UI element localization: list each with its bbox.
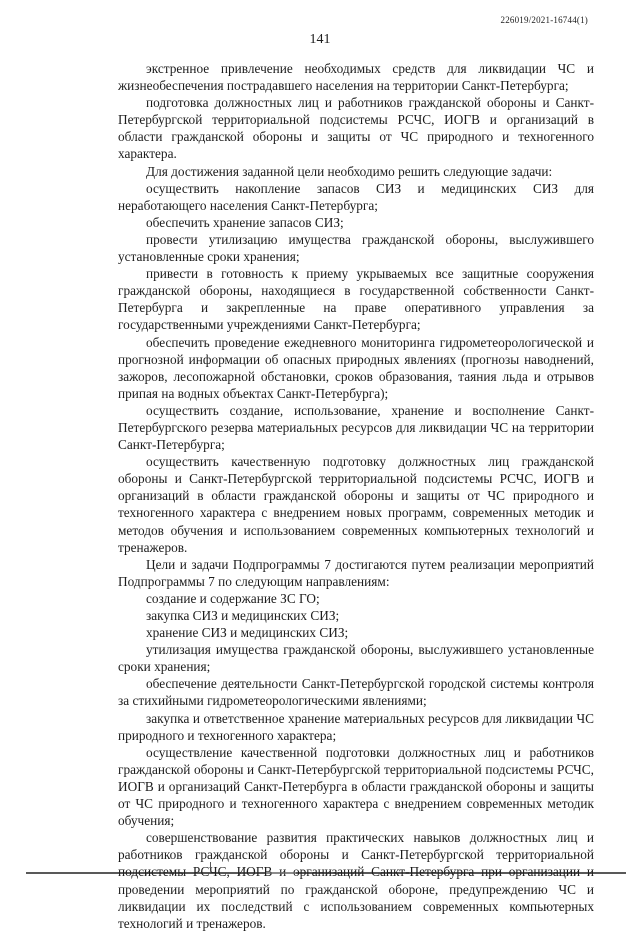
paragraph: привести в готовность к приему укрываемых все защитные сооружения гражданской обороны, находящиеся в государственной собственности Санкт-Петербурга и закрепленные на праве оперативного управления за государственными учреждениями Санкт-Петербурга; — [118, 266, 594, 333]
paragraph: осуществление качественной подготовки должностных лиц и работников гражданской обороны и Санкт-Петербургской территориальной подсистемы РСЧС, ИОГВ и организаций Санкт-Петербурга в области гражданской обороны и защиты от ЧС природного и техногенного характера с внедрением современных методик обучения; — [118, 744, 594, 829]
body-text — [118, 60, 594, 932]
paragraph: Для достижения заданной цели необходимо решить следующие задачи: — [146, 163, 553, 179]
paragraph: закупка СИЗ и медицинских СИЗ; — [146, 608, 340, 623]
paragraph: экстренное привлечение необходимых средств для ликвидации ЧС и жизнеобеспечения пострадавшего населения на территории Санкт-Петербурга; — [118, 61, 594, 94]
page-number: 141 — [309, 32, 331, 47]
paragraph: обеспечить проведение ежедневного мониторинга гидрометеорологической и прогнозной информации об опасных природных явлениях (прогнозы наводнений, зажоров, лесопожарной обстановки, сроков образования, таяния льда и отрывов припая на водных объектах Санкт-Петербурга); — [118, 334, 594, 401]
paragraph: создание и содержание ЗС ГО; — [146, 590, 320, 606]
paragraph: закупка и ответственное хранение материальных ресурсов для ликвидации ЧС природного и техногенного характера; — [118, 710, 594, 743]
paragraph: осуществить накопление запасов СИЗ и медицинских СИЗ для неработающего населения Санкт-Петербурга; — [118, 180, 594, 213]
document-registration-number: 226019/2021-16744(1) — [500, 15, 588, 25]
paragraph: подготовка должностных лиц и работников гражданской обороны и Санкт-Петербургской территориальной подсистемы РСЧС, ИОГВ и организаций в области гражданской обороны и защиты от ЧС природного и техногенного характера. — [118, 95, 594, 162]
paragraph: обеспечение деятельности Санкт-Петербургской городской системы контроля за стихийными гидрометеорологическими явлениями; — [118, 676, 594, 709]
paragraph: обеспечить хранение запасов СИЗ; — [146, 214, 344, 230]
paragraph: Цели и задачи Подпрограммы 7 достигаются путем реализации мероприятий Подпрограммы 7 по следующим направлениям: — [118, 556, 594, 589]
paragraph: хранение СИЗ и медицинских СИЗ; — [146, 625, 349, 641]
paragraph: осуществить создание, использование, хранение и восполнение Санкт-Петербургского резерва материальных ресурсов для ликвидации ЧС на территории Санкт-Петербурга; — [118, 402, 594, 453]
scan-bottom-edge-line — [26, 872, 626, 874]
paragraph: провести утилизацию имущества гражданской обороны, выслужившего установленные сроки хранения; — [118, 231, 594, 265]
scan-artifact-mark — [210, 862, 211, 868]
paragraph: совершенствование развития практических навыков должностных лиц и работников гражданской обороны и Санкт-Петербургской территориальной проведении мероприятий по гражданской обороне, предупреждению ЧС и ликвидации их последствий с использованием современных компьютерных технологий и тренажеров. — [118, 830, 594, 931]
paragraph: утилизация имущества гражданской обороны, выслужившего установленные сроки хранения; — [118, 642, 594, 675]
paragraph: осуществить качественную подготовку должностных лиц гражданской обороны и Санкт-Петербургской территориальной подсистемы РСЧС, ИОГВ и организаций в области гражданской обороны и защиты от ЧС природного и техногенного характера с внедрением новых программ, современных методик и методов обучения и использованием современных компьютерных технологий и тренажеров. — [118, 454, 594, 555]
